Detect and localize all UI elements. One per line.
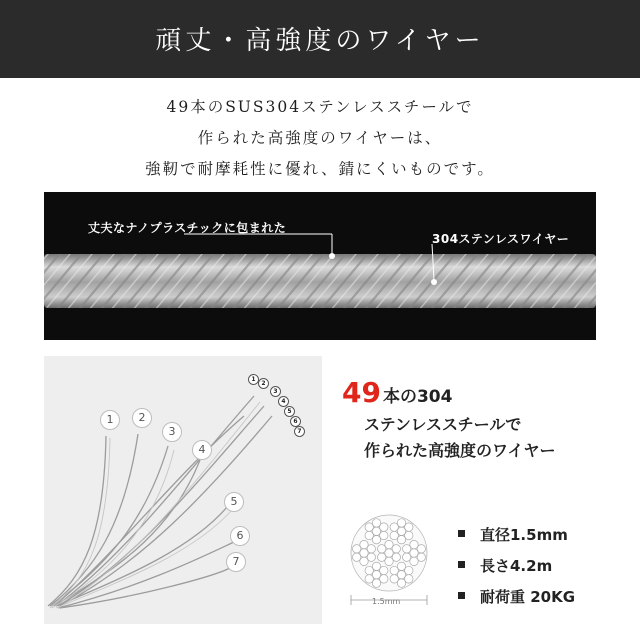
wire-strand-circle — [378, 553, 386, 561]
callout-steel: 304ステンレスワイヤー — [432, 232, 570, 246]
spec-diameter — [458, 524, 628, 552]
desc-line-2: ステンレススチールで — [364, 415, 522, 434]
strand-label-7: 7 — [226, 552, 246, 572]
spec-diameter-text: 直径1.5mm — [480, 526, 568, 544]
desc-line-1-rest: 本の304 — [382, 387, 453, 407]
bullet-icon — [458, 561, 465, 568]
sub-strand-label-2: 2 — [258, 378, 269, 389]
wire-strand-circle — [405, 523, 413, 531]
spec-length — [458, 555, 628, 583]
cross-section-label: 1.5mm — [372, 597, 401, 606]
wire-strand-circle — [365, 575, 373, 583]
intro-line-3: 強靭で耐摩耗性に優れ、錆にくいものです。 — [145, 160, 495, 178]
strand-label-3: 3 — [162, 422, 182, 442]
intro-line-2: 作られた高強度のワイヤーは、 — [197, 129, 443, 147]
sub-strand-label-4: 4 — [278, 396, 289, 407]
wire-description — [342, 376, 622, 461]
callout-coating: 丈夫なナノプラスチックに包まれた — [88, 221, 287, 235]
wire-strand-circle — [365, 531, 373, 539]
spec-load-text: 耐荷重 20KG — [480, 588, 576, 606]
wire-strand-circle — [380, 523, 388, 531]
wire-strand-circle — [417, 545, 425, 553]
wire-strand-circle — [390, 531, 398, 539]
wire-strand-circle — [392, 545, 400, 553]
wire-strand-circle — [405, 566, 413, 574]
strand-diagram — [44, 356, 322, 624]
strand-label-1: 1 — [100, 410, 120, 430]
spec-load — [458, 586, 628, 614]
cable-closeup-banner — [44, 192, 596, 340]
desc-line-1 — [342, 376, 622, 409]
intro-text — [0, 92, 640, 185]
sub-strand-label-1: 1 — [248, 374, 259, 385]
desc-line-3: 作られた高強度のワイヤー — [364, 441, 556, 460]
page-title: 頑丈・高強度のワイヤー — [155, 26, 485, 56]
wire-strand-circle — [353, 553, 361, 561]
sub-strand-label-5: 5 — [284, 406, 295, 417]
strand-count: 49 — [342, 376, 381, 409]
sub-strand-label-6: 6 — [290, 416, 301, 427]
cable-image — [44, 192, 596, 340]
header-bar — [0, 0, 640, 78]
strand-label-2: 2 — [132, 408, 152, 428]
wire-strand-circle — [390, 575, 398, 583]
bullet-icon — [458, 592, 465, 599]
strand-label-6: 6 — [230, 526, 250, 546]
spec-length-text: 長さ4.2m — [480, 557, 553, 575]
wire-strand-circle — [380, 566, 388, 574]
sub-strand-label-7: 7 — [294, 426, 305, 437]
intro-line-1: 49本のSUS304ステンレススチールで — [166, 98, 474, 116]
bullet-icon — [458, 530, 465, 537]
strand-label-5: 5 — [224, 492, 244, 512]
wire-strand-circle — [403, 553, 411, 561]
spec-list — [458, 524, 628, 617]
wire-strand-circle — [367, 545, 375, 553]
strand-label-4: 4 — [192, 440, 212, 460]
sub-strand-label-3: 3 — [270, 386, 281, 397]
